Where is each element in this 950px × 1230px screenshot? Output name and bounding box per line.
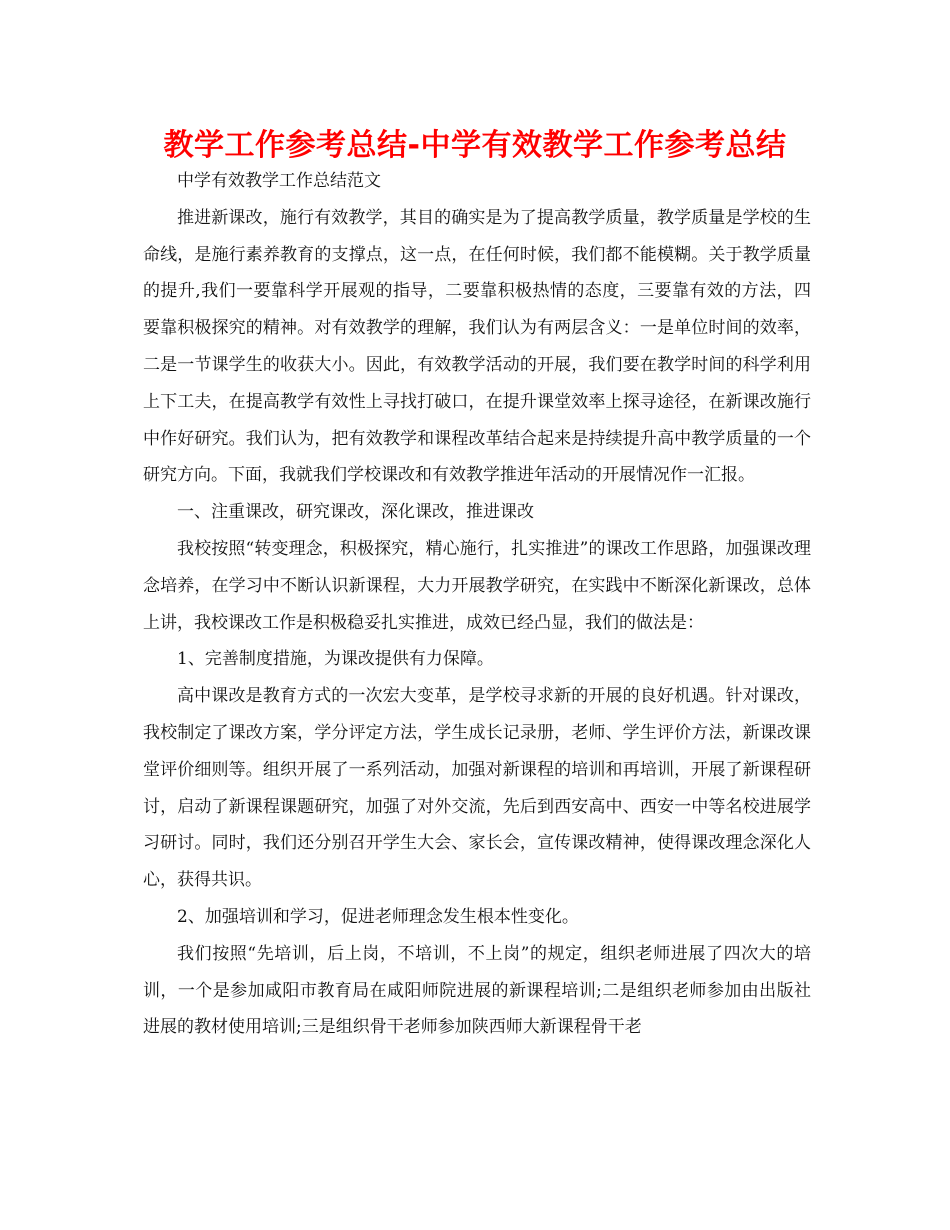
- document-title: 教学工作参考总结-中学有效教学工作参考总结: [163, 128, 787, 163]
- paragraph-approach: 我校按照“转变理念，积极探究，精心施行，扎实推进”的课改工作思路，加强课改理念培养，在学习中不断认识新课程，大力开展教学研究，在实践中不断深化新课改，总体上讲，我校课改工作是积极稳妥扎实推进，成效已经凸显，我们的做法是：: [143, 538, 811, 633]
- subheading-2: 2、加强培训和学习，促进老师理念发生根本性变化。: [177, 906, 579, 927]
- section-heading-1: 一、注重课改，研究课改，深化课改，推进课改: [177, 502, 534, 523]
- document-subtitle: 中学有效教学工作总结范文: [177, 171, 381, 191]
- document-body: [143, 163, 811, 1046]
- subheading-1: 1、完善制度措施，为课改提供有力保障。: [177, 649, 494, 670]
- paragraph-intro: 推进新课改，施行有效教学，其目的确实是为了提高教学质量，教学质量是学校的生命线，是施行素养教育的支撑点，这一点，在任何时候，我们都不能模糊。关于教学质量的提升,我们一要靠科学开展观的指导，二要靠积极热情的态度，三要靠有效的方法，四要靠积极探究的精神。对有效教学的理解，我们认为有两层含义：一是单位时间的效率，二是一节课学生的收获大小。因此，有效教学活动的开展，我们要在教学时间的科学利用上下工夫，在提高教学有效性上寻找打破口，在提升课堂效率上探寻途径，在新课改施行中作好研究。我们认为，把有效教学和课程改革结合起来是持续提升高中教学质量的一个研究方向。下面，我就我们学校课改和有效教学推进年活动的开展情况作一汇报。: [143, 207, 811, 486]
- paragraph-reform: 高中课改是教育方式的一次宏大变革，是学校寻求新的开展的良好机遇。针对课改，我校制定了课改方案，学分评定方法，学生成长记录册，老师、学生评价方法，新课改课堂评价细则等。组织开展了一系列活动，加强对新课程的培训和再培训，开展了新课程研讨，启动了新课程课题研究，加强了对外交流，先后到西安高中、西安一中等名校进展学习研讨。同时，我们还分别召开学生大会、家长会，宣传课改精神，使得课改理念深化人心，获得共识。: [143, 686, 811, 891]
- paragraph-training: 我们按照“先培训，后上岗，不培训，不上岗”的规定，组织老师进展了四次大的培训，一个是参加咸阳市教育局在咸阳师院进展的新课程培训;二是组织老师参加由出版社进展的教材使用培训;三是组织骨干老师参加陕西师大新课程骨干老: [143, 943, 811, 1038]
